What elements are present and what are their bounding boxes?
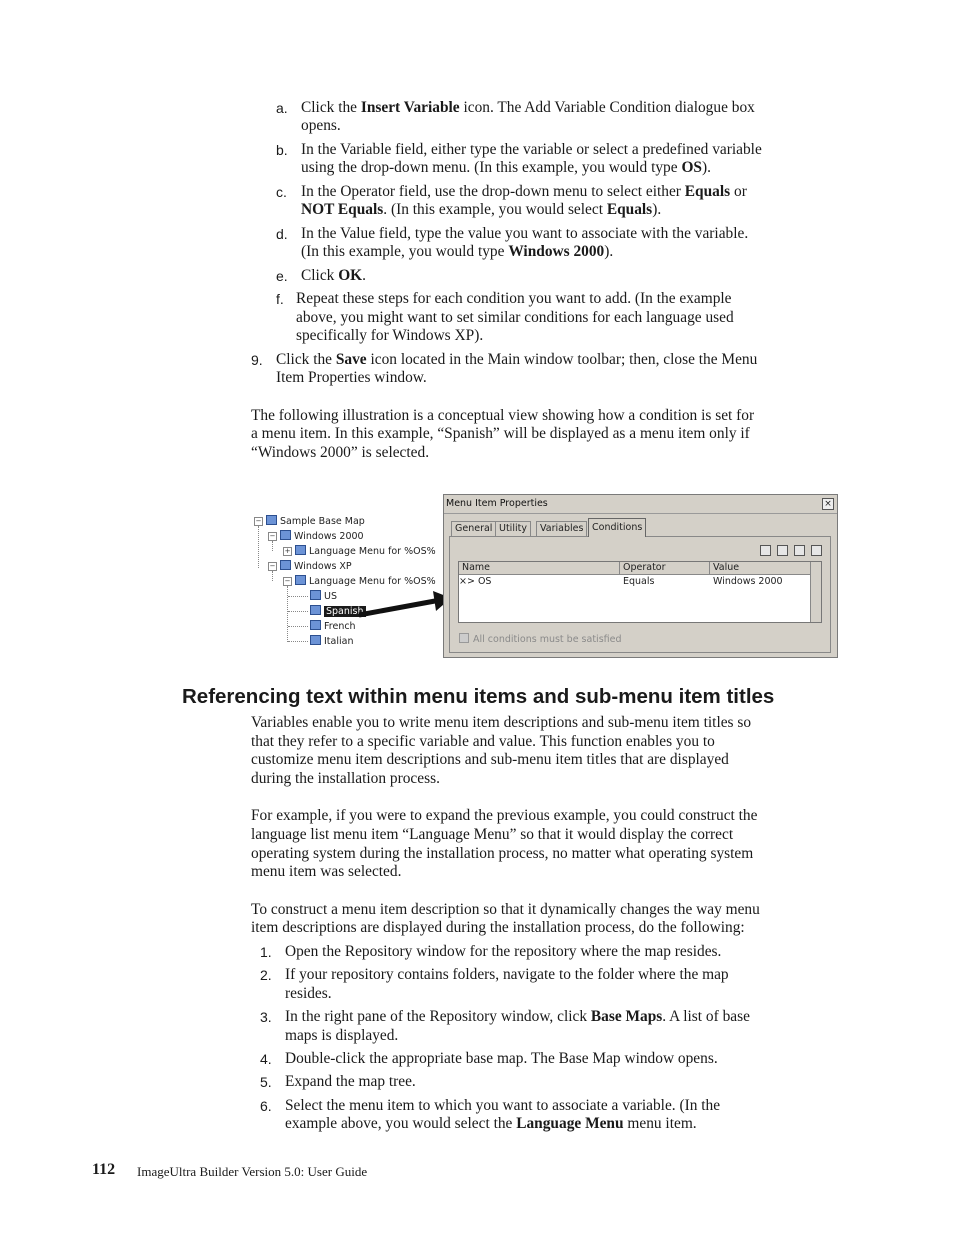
procedure-step-2-text: If your repository contains folders, navigate to the folder where the map [285,966,729,983]
substep-6-text: above, you might want to set similar conditions for each language used [296,309,734,326]
procedure-step-3-text: maps is displayed. [285,1027,399,1044]
conditions-table [458,561,822,623]
menu-item-icon [310,605,321,615]
procedure-step-2-label: 2. [260,967,272,983]
substep-5-text: Click OK. [301,267,367,284]
tree-node-windows-2000[interactable]: − Windows 2000 [269,531,364,542]
intro-line-2: a menu item. In this example, “Spanish” will be displayed as a menu item only if [251,425,750,442]
procedure-step-6-text: example above, you would select the Language Menu menu item. [285,1115,697,1132]
substep-4-text: (In this example, you would type Windows 2000). [301,243,614,260]
para1-line-3: customize menu item descriptions and sub-menu item titles that are displayed [251,751,729,768]
substep-2-text: using the drop-down menu. (In this example, you would type OS). [301,159,711,176]
substep-6-text: specifically for Windows XP). [296,327,484,344]
tree-node-spanish[interactable]: Spanish [310,605,366,617]
para3-line-2: item descriptions are displayed during the installation process, do the following: [251,919,745,936]
edit-icon[interactable] [811,545,822,556]
step-9-label: 9. [251,352,263,368]
scrollbar[interactable] [810,562,821,622]
substep-2-text: In the Variable field, either type the variable or select a predefined variable [301,141,762,158]
substep-4-text: In the Value field, type the value you want to associate with the variable. [301,225,749,242]
delete-icon[interactable] [794,545,805,556]
tree-node-french[interactable]: French [310,620,356,632]
col-name[interactable]: Name [462,562,491,573]
procedure-step-5-label: 5. [260,1074,272,1090]
substep-6-label: f. [276,291,284,307]
tree-node-sample-base-map[interactable]: − Sample Base Map [255,516,365,527]
section-heading: Referencing text within menu items and sub-menu item titles [182,685,775,708]
tree-node-windows-xp[interactable]: − Windows XP [269,561,352,572]
para2-line-2: language list menu item “Language Menu” so that it would display the correct [251,826,734,843]
procedure-step-5-text: Expand the map tree. [285,1073,416,1090]
col-value[interactable]: Value [713,562,740,573]
para2-line-4: menu item was selected. [251,863,402,880]
tab-general[interactable]: General [451,521,496,536]
dialog-title: Menu Item Properties [446,498,548,509]
substep-1-label: a. [276,100,288,116]
tab-utility[interactable]: Utility [495,521,531,536]
close-icon[interactable]: × [822,498,834,510]
para2-line-3: operating system during the installation process, no matter what operating system [251,845,754,862]
substep-2-label: b. [276,142,288,158]
substep-3-text: NOT Equals. (In this example, you would select Equals). [301,201,662,218]
substep-3-text: In the Operator field, use the drop-down menu to select either Equals or [301,183,747,200]
substep-6-text: Repeat these steps for each condition you want to add. (In the example [296,290,732,307]
tree-node-us[interactable]: US [310,590,337,602]
all-conditions-checkbox[interactable]: All conditions must be satisfied [459,633,622,645]
para1-line-4: during the installation process. [251,770,440,787]
procedure-step-3-text: In the right pane of the Repository window, click Base Maps. A list of base [285,1008,750,1025]
col-operator[interactable]: Operator [623,562,666,573]
procedure-step-1-label: 1. [260,944,272,960]
substep-3-label: c. [276,184,287,200]
procedure-step-4-text: Double-click the appropriate base map. The Base Map window opens. [285,1050,718,1067]
map-icon [266,515,277,525]
tree-node-language-menu-1[interactable]: + Language Menu for %OS% [284,546,436,557]
para1-line-2: that they refer to a specific variable and value. This function enables you to [251,733,715,750]
page-number: 112 [92,1161,116,1178]
para3-line-1: To construct a menu item description so that it dynamically changes the way menu [251,901,760,918]
menu-item-icon [280,560,291,570]
menu-item-icon [310,620,321,630]
procedure-step-6-label: 6. [260,1098,272,1114]
intro-line-3: “Windows 2000” is selected. [251,444,430,461]
substep-1-text: opens. [301,117,341,134]
dialog-title-bar [444,495,837,514]
substep-4-label: d. [276,226,288,242]
cell-operator: Equals [623,576,655,587]
arrow-graphic [355,585,455,625]
insert-variable-icon[interactable] [760,545,771,556]
procedure-step-1-text: Open the Repository window for the repository where the map resides. [285,943,722,960]
procedure-step-6-text: Select the menu item to which you want to associate a variable. (In the [285,1097,721,1114]
step-9-text: Click the Save icon located in the Main window toolbar; then, close the Menu [276,351,758,368]
tree-node-italian[interactable]: Italian [310,635,353,647]
step-9-text: Item Properties window. [276,369,427,386]
cell-name: ×> OS [459,576,492,587]
tree-node-language-menu-2[interactable]: − Language Menu for %OS% [284,576,436,587]
procedure-step-4-label: 4. [260,1051,272,1067]
tab-variables[interactable]: Variables [536,521,587,536]
conditions-panel [449,536,831,653]
copy-icon[interactable] [777,545,788,556]
menu-item-icon [310,635,321,645]
procedure-step-2-text: resides. [285,985,332,1002]
procedure-step-3-label: 3. [260,1009,272,1025]
para1-line-1: Variables enable you to write menu item descriptions and sub-menu item titles so [251,714,752,731]
menu-item-icon [280,530,291,540]
menu-item-icon [310,590,321,600]
cell-value: Windows 2000 [713,576,783,587]
footer-title: ImageUltra Builder Version 5.0: User Guide [137,1164,368,1179]
tab-conditions[interactable]: Conditions [588,518,646,537]
intro-line-1: The following illustration is a conceptual view showing how a condition is set for [251,407,755,424]
substep-5-label: e. [276,268,288,284]
condition-toolbar [754,545,822,559]
menu-item-properties-dialog [443,494,838,658]
substep-1-text: Click the Insert Variable icon. The Add Variable Condition dialogue box [301,99,755,116]
menu-icon [295,545,306,555]
menu-icon [295,575,306,585]
para2-line-1: For example, if you were to expand the previous example, you could construct the [251,807,758,824]
